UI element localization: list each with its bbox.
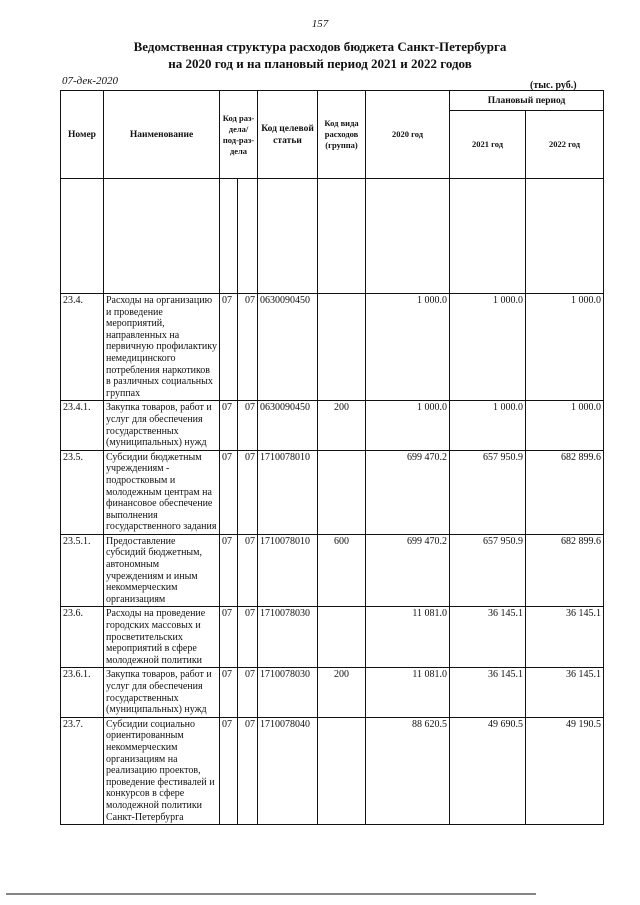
- row-subsection: 07: [238, 401, 258, 450]
- row-section: 07: [220, 450, 238, 534]
- budget-table: [60, 90, 604, 825]
- row-amount-2022: 36 145.1: [526, 668, 604, 717]
- title-line-1: Ведомственная структура расходов бюджета Санкт-Петербурга: [133, 39, 507, 54]
- row-amount-2022: 36 145.1: [526, 607, 604, 668]
- row-amount-2020: 699 470.2: [366, 534, 450, 607]
- table-row: [61, 401, 604, 450]
- row-target-code: 1710078010: [258, 534, 318, 607]
- row-name: Предоставление субсидий бюджетным, автономным учреждениям и иным некоммерческим организациям: [104, 534, 220, 607]
- table-row: [61, 668, 604, 717]
- row-expense-type: 200: [318, 668, 366, 717]
- row-expense-type: [318, 450, 366, 534]
- row-target-code: 0630090450: [258, 401, 318, 450]
- row-expense-type: [318, 294, 366, 401]
- row-section: 07: [220, 668, 238, 717]
- row-target-code: 1710078010: [258, 450, 318, 534]
- table-row: [61, 294, 604, 401]
- table-row: [61, 450, 604, 534]
- row-amount-2021: 1 000.0: [450, 294, 526, 401]
- row-amount-2022: 1 000.0: [526, 401, 604, 450]
- row-amount-2020: 11 081.0: [366, 607, 450, 668]
- row-number: 23.6.1.: [61, 668, 104, 717]
- document-date: 07-дек-2020: [62, 75, 119, 87]
- col-header-2022: 2022 год: [526, 111, 604, 179]
- table-body: [61, 179, 604, 825]
- row-name: Субсидии социально ориентированным некоммерческим организациям на реализацию проектов, проведение фестивалей и конкурсов в сфере молодежной политики Санкт-Петербурга: [104, 717, 220, 824]
- row-amount-2020: 11 081.0: [366, 668, 450, 717]
- row-amount-2020: 1 000.0: [366, 294, 450, 401]
- col-header-number: Номер: [61, 91, 104, 179]
- row-name: Субсидии бюджетным учреждениям - подростковым и молодежным центрам на финансовое обеспечение выполнения государственного задания: [104, 450, 220, 534]
- row-amount-2021: 1 000.0: [450, 401, 526, 450]
- col-header-section: Код раз-дела/ под-раз-дела: [220, 91, 258, 179]
- row-amount-2022: 682 899.6: [526, 534, 604, 607]
- col-header-planned-period: Плановый период: [450, 91, 604, 111]
- row-amount-2022: 682 899.6: [526, 450, 604, 534]
- units-label: (тыс. руб.): [530, 80, 577, 91]
- row-amount-2021: 49 690.5: [450, 717, 526, 824]
- row-subsection: 07: [238, 294, 258, 401]
- row-amount-2022: 1 000.0: [526, 294, 604, 401]
- row-expense-type: [318, 717, 366, 824]
- col-header-expense-type: Код вида расходов (группа): [318, 91, 366, 179]
- row-amount-2020: 1 000.0: [366, 401, 450, 450]
- col-header-target: Код целевой статьи: [258, 91, 318, 179]
- row-expense-type: 600: [318, 534, 366, 607]
- row-number: 23.4.: [61, 294, 104, 401]
- table-row: [61, 534, 604, 607]
- row-number: 23.5.1.: [61, 534, 104, 607]
- col-header-2021: 2021 год: [450, 111, 526, 179]
- row-subsection: 07: [238, 668, 258, 717]
- row-subsection: 07: [238, 450, 258, 534]
- row-section: 07: [220, 607, 238, 668]
- title-line-2: на 2020 год и на плановый период 2021 и 2022 годов: [168, 56, 472, 71]
- row-name: Закупка товаров, работ и услуг для обеспечения государственных (муниципальных) нужд: [104, 668, 220, 717]
- row-amount-2020: 88 620.5: [366, 717, 450, 824]
- row-number: 23.7.: [61, 717, 104, 824]
- row-target-code: 1710078030: [258, 607, 318, 668]
- row-subsection: 07: [238, 534, 258, 607]
- row-expense-type: 200: [318, 401, 366, 450]
- row-amount-2021: 657 950.9: [450, 534, 526, 607]
- row-section: 07: [220, 534, 238, 607]
- row-target-code: 0630090450: [258, 294, 318, 401]
- col-header-name: Наименование: [104, 91, 220, 179]
- table-row: [61, 717, 604, 824]
- row-number: 23.4.1.: [61, 401, 104, 450]
- row-expense-type: [318, 607, 366, 668]
- row-number: 23.6.: [61, 607, 104, 668]
- row-subsection: 07: [238, 717, 258, 824]
- col-header-2020: 2020 год: [366, 91, 450, 179]
- document-title: [0, 38, 640, 72]
- row-target-code: 1710078040: [258, 717, 318, 824]
- row-name: Расходы на проведение городских массовых и просветительских мероприятий в сфере молодежной политики: [104, 607, 220, 668]
- row-section: 07: [220, 717, 238, 824]
- row-amount-2021: 657 950.9: [450, 450, 526, 534]
- row-amount-2020: 699 470.2: [366, 450, 450, 534]
- header-spacer-row: [61, 179, 604, 294]
- page-number: 157: [311, 18, 329, 30]
- row-target-code: 1710078030: [258, 668, 318, 717]
- row-subsection: 07: [238, 607, 258, 668]
- row-number: 23.5.: [61, 450, 104, 534]
- row-name: Расходы на организацию и проведение мероприятий, направленных на первичную профилактику немедицинского потребления наркотиков в различных социальных группах: [104, 294, 220, 401]
- table-row: [61, 607, 604, 668]
- row-amount-2022: 49 190.5: [526, 717, 604, 824]
- row-amount-2021: 36 145.1: [450, 607, 526, 668]
- row-amount-2021: 36 145.1: [450, 668, 526, 717]
- row-name: Закупка товаров, работ и услуг для обеспечения государственных (муниципальных) нужд: [104, 401, 220, 450]
- row-section: 07: [220, 294, 238, 401]
- scan-edge-line: [6, 893, 536, 895]
- row-section: 07: [220, 401, 238, 450]
